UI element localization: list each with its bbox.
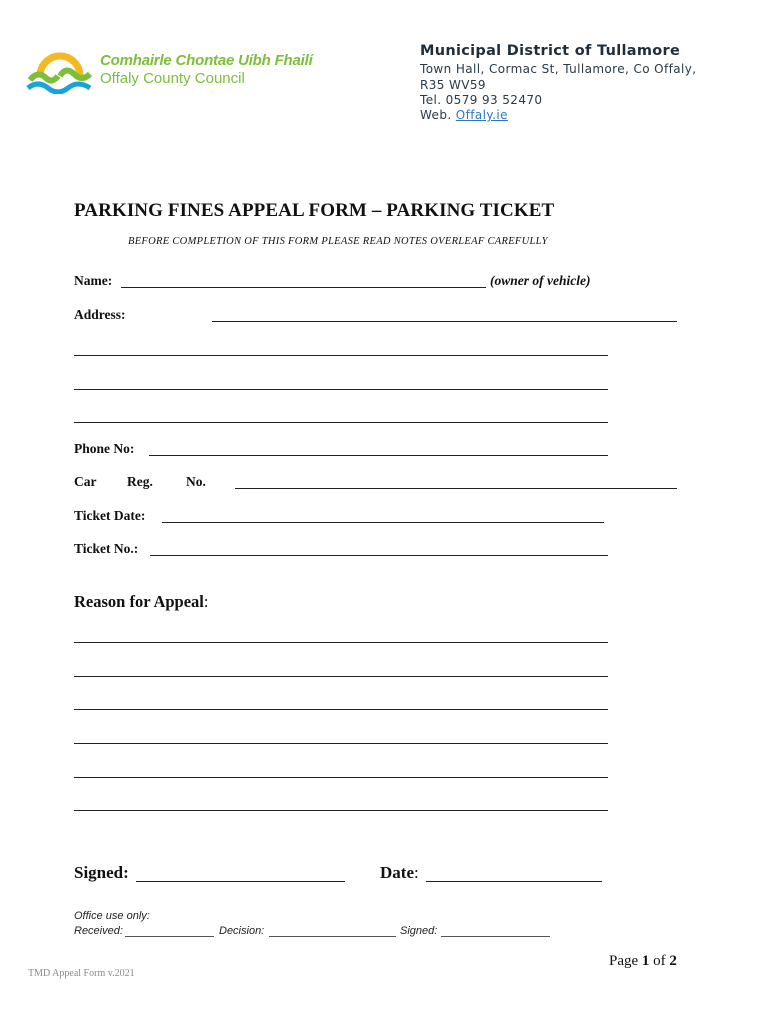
phone-label: Phone No: <box>74 441 135 456</box>
owner-note: (owner of vehicle) <box>490 273 591 288</box>
date-colon: : <box>413 863 419 882</box>
reason-field-4[interactable] <box>74 743 608 744</box>
address-field-2[interactable] <box>74 355 608 356</box>
office-signed-label: Signed: <box>400 925 438 937</box>
page-prefix: Page <box>609 953 642 969</box>
car-label: Car <box>74 474 97 489</box>
form-instructions: BEFORE COMPLETION OF THIS FORM PLEASE READ NOTES OVERLEAF CAREFULLY <box>128 236 548 247</box>
office-decision-field[interactable] <box>269 936 396 937</box>
office-received-label: Received: <box>74 925 123 937</box>
name-field[interactable] <box>121 287 486 288</box>
district-web <box>420 108 508 122</box>
phone-field[interactable] <box>149 455 608 456</box>
date-heading <box>380 863 419 883</box>
date-label: Date <box>380 863 414 882</box>
web-link[interactable]: Offaly.ie <box>455 108 508 122</box>
district-title: Municipal District of Tullamore <box>420 43 681 59</box>
signed-label: Signed: <box>74 863 129 882</box>
council-name-irish: Comhairle Chontae Uíbh Fhailí <box>100 52 313 69</box>
office-received-field[interactable] <box>125 936 214 937</box>
page-number <box>609 953 677 970</box>
date-field[interactable] <box>426 881 602 882</box>
ticket-date-field[interactable] <box>162 522 604 523</box>
reason-colon: : <box>203 592 209 611</box>
reason-field-3[interactable] <box>74 709 608 710</box>
signature-field[interactable] <box>136 881 345 882</box>
office-signed-field[interactable] <box>441 936 550 937</box>
reason-field-5[interactable] <box>74 777 608 778</box>
form-title: PARKING FINES APPEAL FORM – PARKING TICKET <box>74 200 555 221</box>
district-address-line2: R35 WV59 <box>420 78 486 92</box>
reason-label: Reason for Appeal <box>74 592 204 611</box>
name-label: Name: <box>74 273 113 288</box>
district-tel: Tel. 0579 93 52470 <box>420 93 543 107</box>
ticket-date-label: Ticket Date: <box>74 508 146 523</box>
page-total: 2 <box>669 953 677 969</box>
ticket-no-field[interactable] <box>150 555 608 556</box>
office-decision-label: Decision: <box>219 925 265 937</box>
address-field-1[interactable] <box>212 321 677 322</box>
reason-field-1[interactable] <box>74 642 608 643</box>
page-current: 1 <box>641 953 650 969</box>
address-field-4[interactable] <box>74 422 608 423</box>
ticket-no-label: Ticket No.: <box>74 541 139 556</box>
council-logo <box>26 44 94 94</box>
no-label: No. <box>186 474 206 489</box>
reason-field-6[interactable] <box>74 810 608 811</box>
address-field-3[interactable] <box>74 389 608 390</box>
address-label: Address: <box>74 307 126 322</box>
web-prefix: Web. <box>420 108 456 122</box>
car-reg-field[interactable] <box>235 488 677 489</box>
district-address-line1: Town Hall, Cormac St, Tullamore, Co Offaly, <box>420 62 697 76</box>
reason-field-2[interactable] <box>74 676 608 677</box>
page-of: of <box>649 953 670 969</box>
reg-label: Reg. <box>127 474 153 489</box>
office-use-title: Office use only: <box>74 910 150 922</box>
council-name-english: Offaly County Council <box>100 70 245 87</box>
form-version-footer: TMD Appeal Form v.2021 <box>28 968 135 979</box>
reason-heading <box>74 592 208 612</box>
